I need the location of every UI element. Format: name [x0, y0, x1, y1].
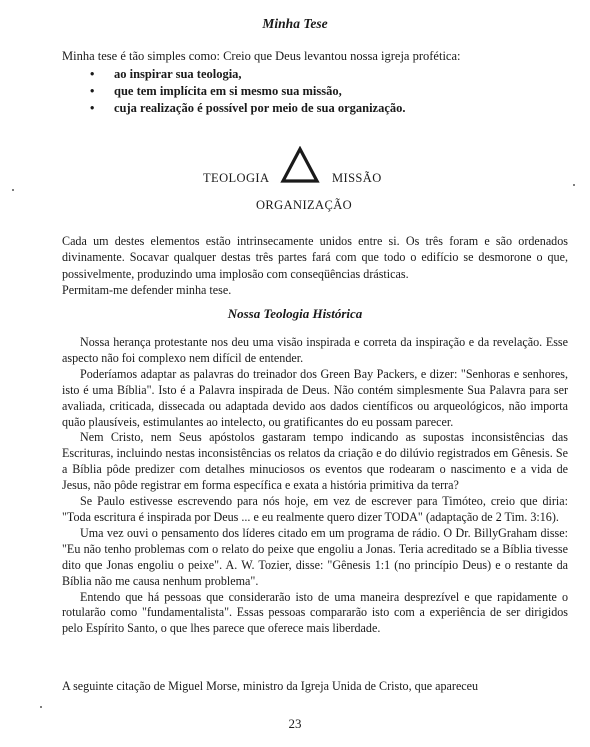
bullet-text: cuja realização é possível por meio de sua organização. — [114, 101, 406, 115]
triangle-icon — [280, 146, 320, 184]
diagram-label-theology: TEOLOGIA — [203, 171, 270, 185]
diagram-label-mission: MISSÃO — [332, 171, 382, 185]
bullet-icon: • — [90, 84, 95, 98]
paragraph: Nem Cristo, nem Seus apóstolos gastaram tempo indicando as supostas inconsistências das Escrituras, incluindo nestas inconsistências os relatos da criação e do dilúvio registrados em Gênesis. Se a Bíblia pôde predizer com detalhes minuciosos os eventos que rodearam o nascimento e a vida de Jesus, não pôde registrar em forma específica e exata a história primitiva da terra? — [62, 430, 568, 493]
paragraph-quote-lead: A seguinte citação de Miguel Morse, ministro da Igreja Unida de Cristo, que apareceu — [62, 679, 479, 693]
section-title: Nossa Teologia Histórica — [227, 306, 363, 321]
list-item — [90, 66, 406, 83]
scan-speck — [40, 706, 42, 708]
paragraph: Uma vez ouvi o pensamento dos líderes citado em um programa de rádio. O Dr. BillyGraham disse: "Eu não tenho problemas com o relato do peixe que engoliu a Jonas. Teria acreditado se a Bíblia tivesse dito que Jonas engoliu o peixe". A. W. Tozier, disse: "Gênesis 1:1 (no princípio Deus) e o restante da Bíblia não me causa nenhum problema". — [62, 525, 568, 588]
page-title: Minha Tese — [262, 16, 328, 31]
bullet-icon: • — [90, 67, 95, 81]
bullet-text: que tem implícita em si mesmo sua missão, — [114, 84, 342, 98]
paragraph-group-unity — [62, 233, 568, 298]
paragraph: Poderíamos adaptar as palavras do treinador dos Green Bay Packers, e dizer: "Senhoras e senhores, isto é uma Bíblia". Isto é a Palavra inspirada de Deus. Não contém simplesmente Sua Palavra para ser avaliada, criticada, dissecada ou adaptada devido aos dados científicos ou arqueológicos, não importa quão plausíveis, estimulantes ao intelecto, ou gratificantes do eu possam parecer. — [62, 366, 568, 429]
scan-speck — [12, 189, 14, 191]
paragraph-group-theology — [62, 335, 568, 637]
thesis-bullet-list — [90, 66, 406, 117]
paragraph: Entendo que há pessoas que considerarão isto de uma maneira desprezível e que rapidamente o rotularão como "fundamentalista". Essas pessoas compararão isto com a experiência de ser dirigidos pelo Espírito Santo, o que lhes parece que oferece mais liberdade. — [62, 589, 568, 636]
thesis-intro: Minha tese é tão simples como: Creio que Deus levantou nossa igreja profética: — [62, 49, 461, 63]
paragraph: Nossa herança protestante nos deu uma visão inspirada e correta da inspiração e da revelação. Esse aspecto não foi complexo nem difícil de entender. — [62, 335, 568, 365]
paragraph: Cada um destes elementos estão intrinsecamente unidos entre si. Os três foram e são ordenados divinamente. Socavar qualquer destas três partes fará com que todo o edifício se desmorone o que, possivelmente, produzindo uma implosão com conseqüências drásticas. — [62, 234, 568, 281]
bullet-icon: • — [90, 101, 95, 115]
page-number: 23 — [288, 716, 302, 731]
list-item — [90, 100, 406, 117]
list-item — [90, 83, 406, 100]
paragraph: Se Paulo estivesse escrevendo para nós hoje, em vez de escrever para Timóteo, creio que diria: "Toda escritura é inspirada por Deus ... e eu realmente quero dizer TODA" (adaptação de 2 Tim. 3:16). — [62, 494, 568, 524]
diagram-label-organization: ORGANIZAÇÃO — [256, 198, 353, 212]
scan-speck — [573, 184, 575, 186]
bullet-text: ao inspirar sua teologia, — [114, 67, 242, 81]
paragraph: Permitam-me defender minha tese. — [62, 282, 232, 297]
